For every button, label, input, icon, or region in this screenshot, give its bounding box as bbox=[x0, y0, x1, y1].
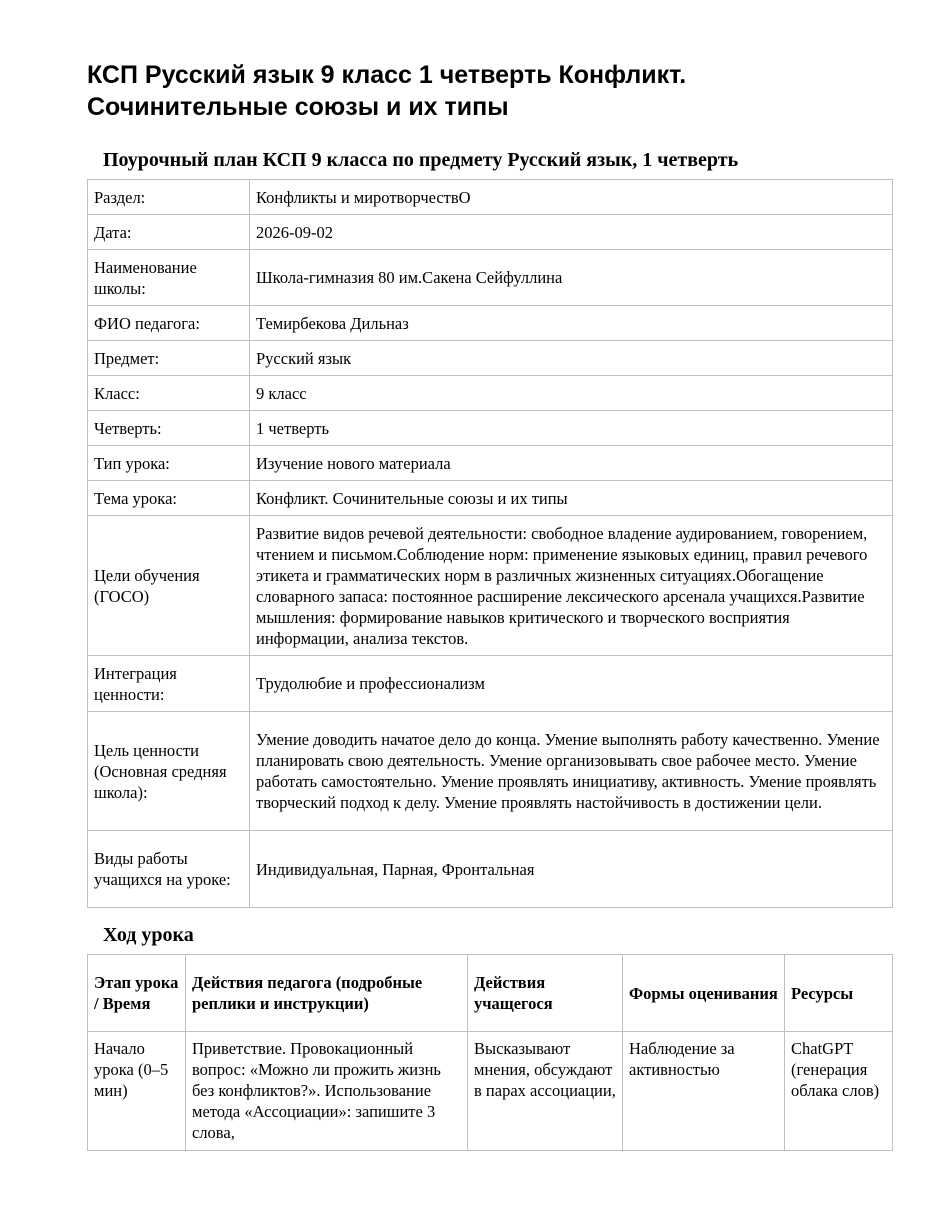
row-label: Дата: bbox=[88, 215, 250, 250]
row-value: Конфликты и миротворчествО bbox=[250, 180, 893, 215]
cell-assessment: Наблюдение за активностью bbox=[623, 1032, 785, 1151]
table-row bbox=[88, 481, 893, 516]
column-header: Ресурсы bbox=[785, 955, 893, 1032]
row-value: Конфликт. Сочинительные союзы и их типы bbox=[250, 481, 893, 516]
row-label: Класс: bbox=[88, 376, 250, 411]
cell-student-actions: Высказывают мнения, обсуждают в парах ассоциации, bbox=[468, 1032, 623, 1151]
row-value: Трудолюбие и профессионализм bbox=[250, 656, 893, 712]
table-row bbox=[88, 250, 893, 306]
table-row bbox=[88, 306, 893, 341]
table-row bbox=[88, 376, 893, 411]
table-row bbox=[88, 215, 893, 250]
table-row bbox=[88, 411, 893, 446]
row-label: Виды работы учащихся на уроке: bbox=[88, 831, 250, 908]
table-row bbox=[88, 656, 893, 712]
table-row bbox=[88, 516, 893, 656]
row-value: Школа-гимназия 80 им.Сакена Сейфуллина bbox=[250, 250, 893, 306]
table-row bbox=[88, 831, 893, 908]
row-value: 9 класс bbox=[250, 376, 893, 411]
row-value: Развитие видов речевой деятельности: свободное владение аудированием, говорением, чтением и письмом.Соблюдение норм: применение языковых единиц, правил речевого этикета и грамматических норм в различных жизненных ситуациях.Обогащение словарного запаса: постоянное расширение лексического арсенала учащихся.Развитие мышления: формирование навыков критического и творческого восприятия информации, анализа текстов. bbox=[250, 516, 893, 656]
plan-heading: Поурочный план КСП 9 класса по предмету Русский язык, 1 четверть bbox=[103, 149, 739, 171]
info-table bbox=[87, 179, 893, 908]
row-value: Индивидуальная, Парная, Фронтальная bbox=[250, 831, 893, 908]
row-label: Цель ценности (Основная средняя школа): bbox=[88, 712, 250, 831]
row-label: Тип урока: bbox=[88, 446, 250, 481]
table-row bbox=[88, 446, 893, 481]
row-label: Тема урока: bbox=[88, 481, 250, 516]
row-label: Раздел: bbox=[88, 180, 250, 215]
table-header-row bbox=[88, 955, 893, 1032]
row-value: Умение доводить начатое дело до конца. Умение выполнять работу качественно. Умение планировать свою деятельность. Умение организовывать свое рабочее место. Умение работать самостоятельно. Умение проявлять инициативу, активность. Умение проявлять творческий подход к делу. Умение проявлять настойчивость в достижении цели. bbox=[250, 712, 893, 831]
row-value: Темирбекова Дильназ bbox=[250, 306, 893, 341]
row-value: Русский язык bbox=[250, 341, 893, 376]
row-value: Изучение нового материала bbox=[250, 446, 893, 481]
cell-teacher-actions: Приветствие. Провокационный вопрос: «Можно ли прожить жизнь без конфликтов?». Использование метода «Ассоциации»: запишите 3 слова, bbox=[186, 1032, 468, 1151]
row-label: Цели обучения (ГОСО) bbox=[88, 516, 250, 656]
row-label: Предмет: bbox=[88, 341, 250, 376]
row-value: 1 четверть bbox=[250, 411, 893, 446]
lesson-table bbox=[87, 954, 893, 1151]
table-row bbox=[88, 712, 893, 831]
table-row bbox=[88, 341, 893, 376]
row-label: ФИО педагога: bbox=[88, 306, 250, 341]
column-header: Формы оценивания bbox=[623, 955, 785, 1032]
table-row bbox=[88, 1032, 893, 1151]
row-label: Четверть: bbox=[88, 411, 250, 446]
cell-stage: Начало урока (0–5 мин) bbox=[88, 1032, 186, 1151]
row-label: Наименование школы: bbox=[88, 250, 250, 306]
lesson-heading: Ход урока bbox=[103, 924, 194, 946]
cell-resources: ChatGPT (генерация облака слов) bbox=[785, 1032, 893, 1151]
column-header: Действия учащегося bbox=[468, 955, 623, 1032]
column-header: Этап урока / Время bbox=[88, 955, 186, 1032]
row-value: 2026-09-02 bbox=[250, 215, 893, 250]
document-title bbox=[87, 59, 893, 123]
title-line-2: Сочинительные союзы и их типы bbox=[87, 93, 509, 121]
title-line-1: КСП Русский язык 9 класс 1 четверть Конфликт. bbox=[87, 61, 687, 89]
table-row bbox=[88, 180, 893, 215]
row-label: Интеграция ценности: bbox=[88, 656, 250, 712]
column-header: Действия педагога (подробные реплики и инструкции) bbox=[186, 955, 468, 1032]
